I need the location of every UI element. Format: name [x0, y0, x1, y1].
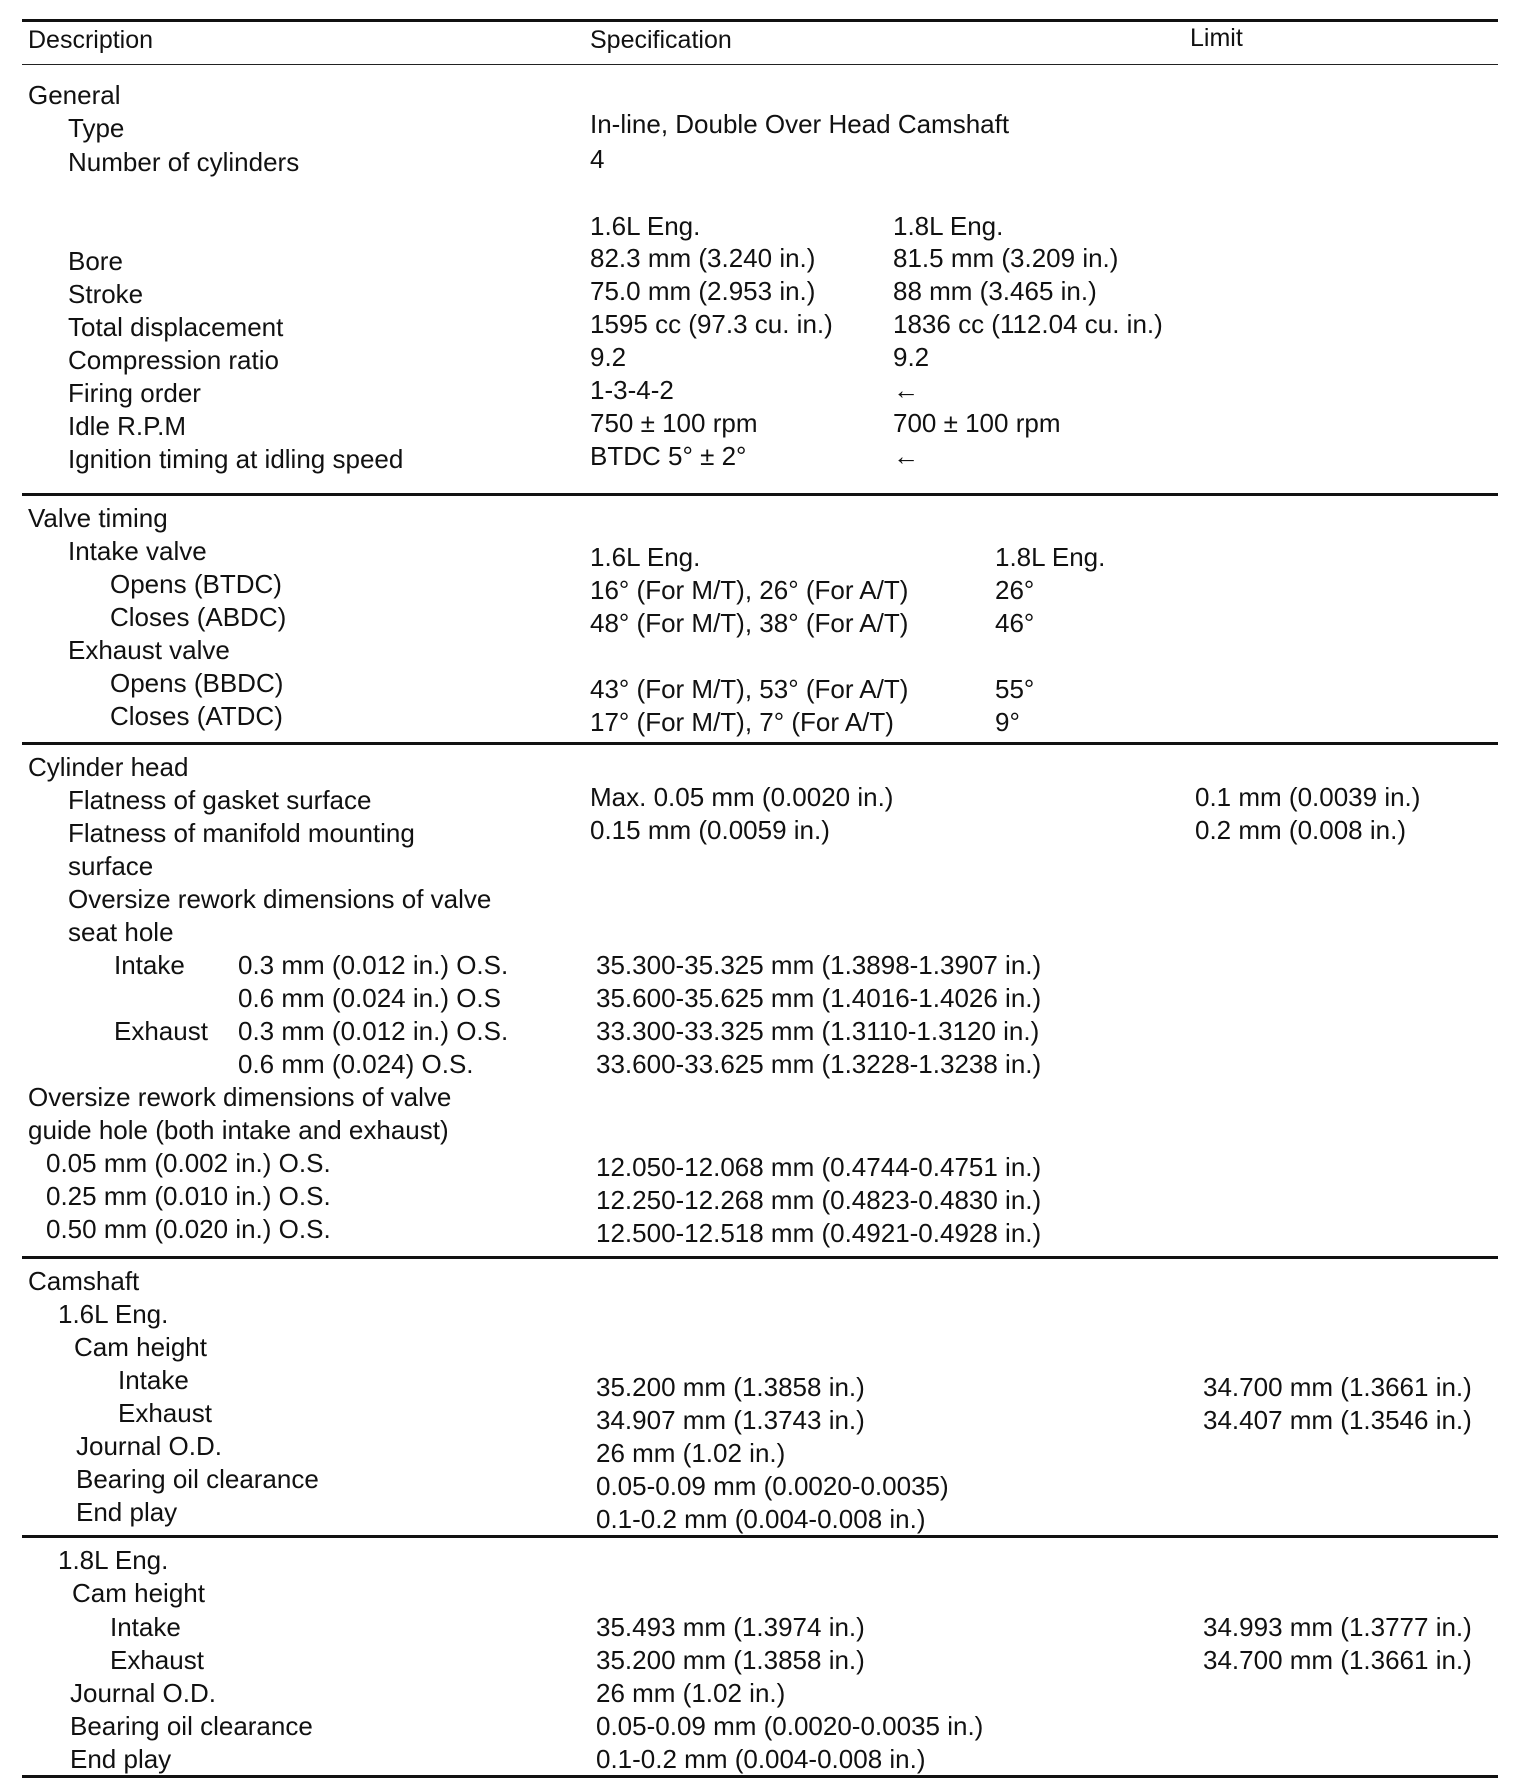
idle-16: 750 ± 100 rpm — [590, 408, 758, 438]
flat-manifold-spec: 0.15 mm (0.0059 in.) — [590, 815, 830, 845]
seat-hole-label: Oversize rework dimensions of valve — [68, 884, 492, 914]
intake-valve-label: Intake valve — [68, 536, 207, 566]
ignition-16: BTDC 5° ± 2° — [590, 441, 747, 471]
displacement-18: 1836 cc (112.04 cu. in.) — [893, 309, 1163, 339]
seat-intake-03-spec: 35.300-35.325 mm (1.3898-1.3907 in.) — [596, 950, 1042, 980]
cam16-intake-spec: 35.200 mm (1.3858 in.) — [596, 1372, 865, 1402]
guide-hole-label: Oversize rework dimensions of valve — [28, 1082, 452, 1112]
ignition-label: Ignition timing at idling speed — [68, 444, 404, 474]
guide-005: 0.05 mm (0.002 in.) O.S. — [46, 1148, 331, 1178]
exhaust-valve-label: Exhaust valve — [68, 635, 230, 665]
exhaust-closes-16: 17° (For M/T), 7° (For A/T) — [590, 707, 894, 737]
stroke-18: 88 mm (3.465 in.) — [893, 276, 1097, 306]
exhaust-opens-label: Opens (BBDC) — [110, 668, 284, 698]
flat-gasket-spec: Max. 0.05 mm (0.0020 in.) — [590, 782, 894, 812]
cam16-engine: 1.6L Eng. — [58, 1299, 169, 1329]
cam18-journal-label: Journal O.D. — [70, 1678, 216, 1708]
type-label: Type — [68, 113, 125, 143]
cam18-intake-label: Intake — [110, 1612, 181, 1642]
guide-050-spec: 12.500-12.518 mm (0.4921-0.4928 in.) — [596, 1218, 1042, 1248]
exhaust-opens-18: 55° — [995, 674, 1035, 704]
general-col-16: 1.6L Eng. — [590, 211, 701, 241]
seat-intake-06-spec: 35.600-35.625 mm (1.4016-1.4026 in.) — [596, 983, 1042, 1013]
cam18-exhaust-label: Exhaust — [110, 1645, 204, 1675]
seat-exhaust-06: 0.6 mm (0.024) O.S. — [238, 1049, 474, 1079]
cam18-intake-limit: 34.993 mm (1.3777 in.) — [1203, 1612, 1472, 1642]
firing-label: Firing order — [68, 378, 201, 408]
ignition-18: ← — [893, 441, 919, 471]
cam18-bearing-label: Bearing oil clearance — [70, 1711, 313, 1741]
firing-18: ← — [893, 375, 919, 405]
intake-closes-16: 48° (For M/T), 38° (For A/T) — [590, 608, 909, 638]
cam16-exhaust-spec: 34.907 mm (1.3743 in.) — [596, 1405, 865, 1435]
intake-opens-label: Opens (BTDC) — [110, 569, 282, 599]
intake-opens-16: 16° (For M/T), 26° (For A/T) — [590, 575, 909, 605]
cam16-bearing-label: Bearing oil clearance — [76, 1464, 319, 1494]
section-rule-general — [22, 493, 1498, 496]
cylinders-value: 4 — [590, 144, 605, 174]
bore-16: 82.3 mm (3.240 in.) — [590, 243, 816, 273]
cam16-height-label: Cam height — [74, 1332, 207, 1362]
section-title-general: General — [28, 80, 121, 110]
intake-closes-label: Closes (ABDC) — [110, 602, 287, 632]
guide-025: 0.25 mm (0.010 in.) O.S. — [46, 1181, 331, 1211]
cam16-exhaust-label: Exhaust — [118, 1398, 212, 1428]
cylinders-label: Number of cylinders — [68, 147, 300, 177]
cam16-exhaust-limit: 34.407 mm (1.3546 in.) — [1203, 1405, 1472, 1435]
flat-manifold-label: Flatness of manifold mounting — [68, 818, 415, 848]
flat-manifold-limit: 0.2 mm (0.008 in.) — [1195, 815, 1406, 845]
cam18-intake-spec: 35.493 mm (1.3974 in.) — [596, 1612, 865, 1642]
compression-18: 9.2 — [893, 342, 930, 372]
header-rule — [22, 64, 1498, 65]
exhaust-closes-18: 9° — [995, 707, 1020, 737]
guide-050: 0.50 mm (0.020 in.) O.S. — [46, 1214, 331, 1244]
section-title-camshaft: Camshaft — [28, 1266, 140, 1296]
flat-manifold-label-cont: surface — [68, 851, 154, 881]
stroke-label: Stroke — [68, 279, 144, 309]
cam16-endplay-spec: 0.1-0.2 mm (0.004-0.008 in.) — [596, 1504, 926, 1534]
seat-intake-03: 0.3 mm (0.012 in.) O.S. — [238, 950, 509, 980]
valve-col-18: 1.8L Eng. — [995, 542, 1106, 572]
exhaust-opens-16: 43° (For M/T), 53° (For A/T) — [590, 674, 909, 704]
seat-exhaust-03-spec: 33.300-33.325 mm (1.3110-1.3120 in.) — [596, 1016, 1040, 1046]
guide-hole-label-cont: guide hole (both intake and exhaust) — [28, 1115, 449, 1145]
cam18-exhaust-limit: 34.700 mm (1.3661 in.) — [1203, 1645, 1472, 1675]
intake-closes-18: 46° — [995, 608, 1035, 638]
section-title-cylinder-head: Cylinder head — [28, 752, 189, 782]
compression-label: Compression ratio — [68, 345, 279, 375]
cam18-endplay-spec: 0.1-0.2 mm (0.004-0.008 in.) — [596, 1744, 926, 1774]
seat-hole-label-cont: seat hole — [68, 917, 174, 947]
compression-16: 9.2 — [590, 342, 627, 372]
bottom-rule — [22, 1775, 1498, 1778]
cam18-exhaust-spec: 35.200 mm (1.3858 in.) — [596, 1645, 865, 1675]
header-specification: Specification — [590, 26, 732, 54]
displacement-label: Total displacement — [68, 312, 284, 342]
cam18-height-label: Cam height — [72, 1578, 205, 1608]
seat-intake-06: 0.6 mm (0.024 in.) O.S — [238, 983, 501, 1013]
section-rule-head — [22, 1256, 1498, 1259]
cam18-endplay-label: End play — [70, 1744, 172, 1774]
cam18-engine: 1.8L Eng. — [58, 1545, 169, 1575]
section-rule-cam16 — [22, 1535, 1498, 1538]
cam18-journal-spec: 26 mm (1.02 in.) — [596, 1678, 786, 1708]
header-limit: Limit — [1190, 24, 1243, 52]
cam18-bearing-spec: 0.05-0.09 mm (0.0020-0.0035 in.) — [596, 1711, 984, 1741]
idle-18: 700 ± 100 rpm — [893, 408, 1061, 438]
cam16-journal-spec: 26 mm (1.02 in.) — [596, 1438, 786, 1468]
bore-label: Bore — [68, 246, 123, 276]
seat-exhaust-label: Exhaust — [114, 1016, 208, 1046]
displacement-16: 1595 cc (97.3 cu. in.) — [590, 309, 833, 339]
firing-16: 1-3-4-2 — [590, 375, 674, 405]
cam16-bearing-spec: 0.05-0.09 mm (0.0020-0.0035) — [596, 1471, 949, 1501]
flat-gasket-label: Flatness of gasket surface — [68, 785, 372, 815]
idle-label: Idle R.P.M — [68, 411, 187, 441]
general-col-18: 1.8L Eng. — [893, 211, 1004, 241]
cam16-journal-label: Journal O.D. — [76, 1431, 222, 1461]
section-title-valve-timing: Valve timing — [28, 503, 168, 533]
type-value: In-line, Double Over Head Camshaft — [590, 109, 1010, 139]
section-rule-valve — [22, 742, 1498, 745]
bore-18: 81.5 mm (3.209 in.) — [893, 243, 1119, 273]
seat-intake-label: Intake — [114, 950, 185, 980]
cam16-endplay-label: End play — [76, 1497, 178, 1527]
flat-gasket-limit: 0.1 mm (0.0039 in.) — [1195, 782, 1421, 812]
seat-exhaust-06-spec: 33.600-33.625 mm (1.3228-1.3238 in.) — [596, 1049, 1042, 1079]
guide-005-spec: 12.050-12.068 mm (0.4744-0.4751 in.) — [596, 1152, 1042, 1182]
guide-025-spec: 12.250-12.268 mm (0.4823-0.4830 in.) — [596, 1185, 1042, 1215]
seat-exhaust-03: 0.3 mm (0.012 in.) O.S. — [238, 1016, 509, 1046]
exhaust-closes-label: Closes (ATDC) — [110, 701, 283, 731]
valve-col-16: 1.6L Eng. — [590, 542, 701, 572]
header-description: Description — [28, 26, 154, 54]
cam16-intake-limit: 34.700 mm (1.3661 in.) — [1203, 1372, 1472, 1402]
intake-opens-18: 26° — [995, 575, 1035, 605]
top-rule — [22, 19, 1498, 22]
cam16-intake-label: Intake — [118, 1365, 189, 1395]
stroke-16: 75.0 mm (2.953 in.) — [590, 276, 816, 306]
